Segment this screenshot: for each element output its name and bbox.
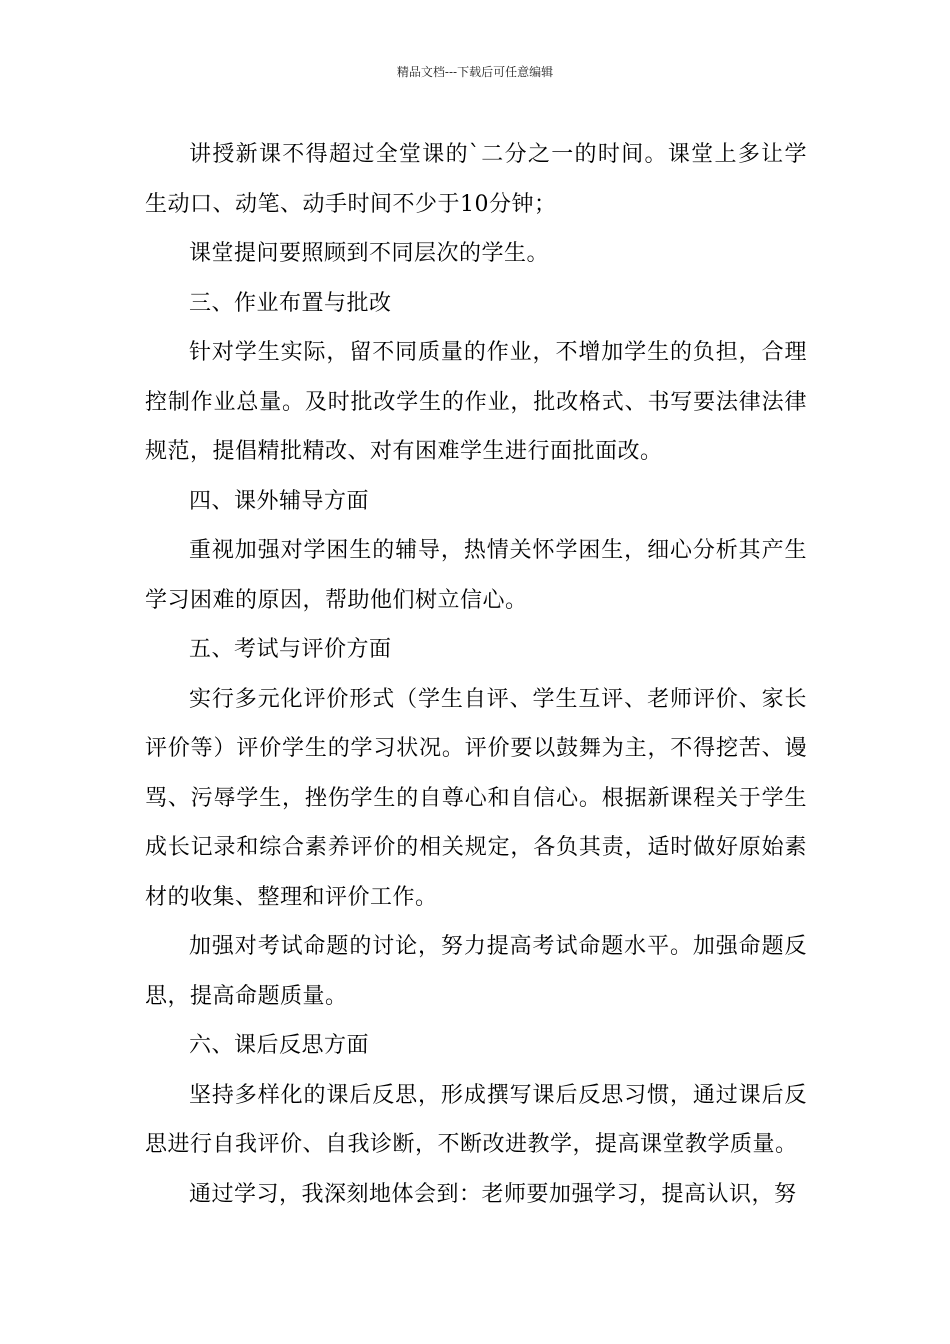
paragraph: 重视加强对学困生的辅导，热情关怀学困生，细心分析其产生学习困难的原因，帮助他们树立信心。 xyxy=(145,538,807,613)
paragraph: 坚持多样化的课后反思，形成撰写课后反思习惯，通过课后反思进行自我评价、自我诊断，不断改进教学，提高课堂教学质量。 xyxy=(145,1082,807,1157)
document-body xyxy=(145,130,807,1219)
paragraph: 讲授新课不得超过全堂课的`二分之一的时间。课堂上多让学生动口、动笔、动手时间不少于10分钟； xyxy=(145,142,807,217)
section-heading: 五、考试与评价方面 xyxy=(189,637,392,662)
paragraph: 通过学习，我深刻地体会到：老师要加强学习，提高认识，努 xyxy=(189,1181,797,1207)
section-heading: 六、课后反思方面 xyxy=(189,1033,370,1058)
paragraph: 加强对考试命题的讨论，努力提高考试命题水平。加强命题反思，提高命题质量。 xyxy=(145,934,807,1009)
paragraph: 课堂提问要照顾到不同层次的学生。 xyxy=(189,241,550,266)
section-heading: 四、课外辅导方面 xyxy=(189,488,370,514)
paragraph: 实行多元化评价形式（学生自评、学生互评、老师评价、家长评价等）评价学生的学习状况。评价要以鼓舞为主，不得挖苦、谩骂、污辱学生，挫伤学生的自尊心和自信心。根据新课程关于学生成长记录和综合素养评价的相关规定，各负其责，适时做好原始素材的收集、整理和评价工作。 xyxy=(145,686,807,910)
section-heading: 三、作业布置与批改 xyxy=(189,290,392,316)
page-header: 精品文档---下载后可任意编辑 xyxy=(396,65,554,79)
paragraph: 针对学生实际，留不同质量的作业，不增加学生的负担，合理控制作业总量。及时批改学生的作业，批改格式、书写要法律法律规范，提倡精批精改、对有困难学生进行面批面改。 xyxy=(145,340,807,464)
